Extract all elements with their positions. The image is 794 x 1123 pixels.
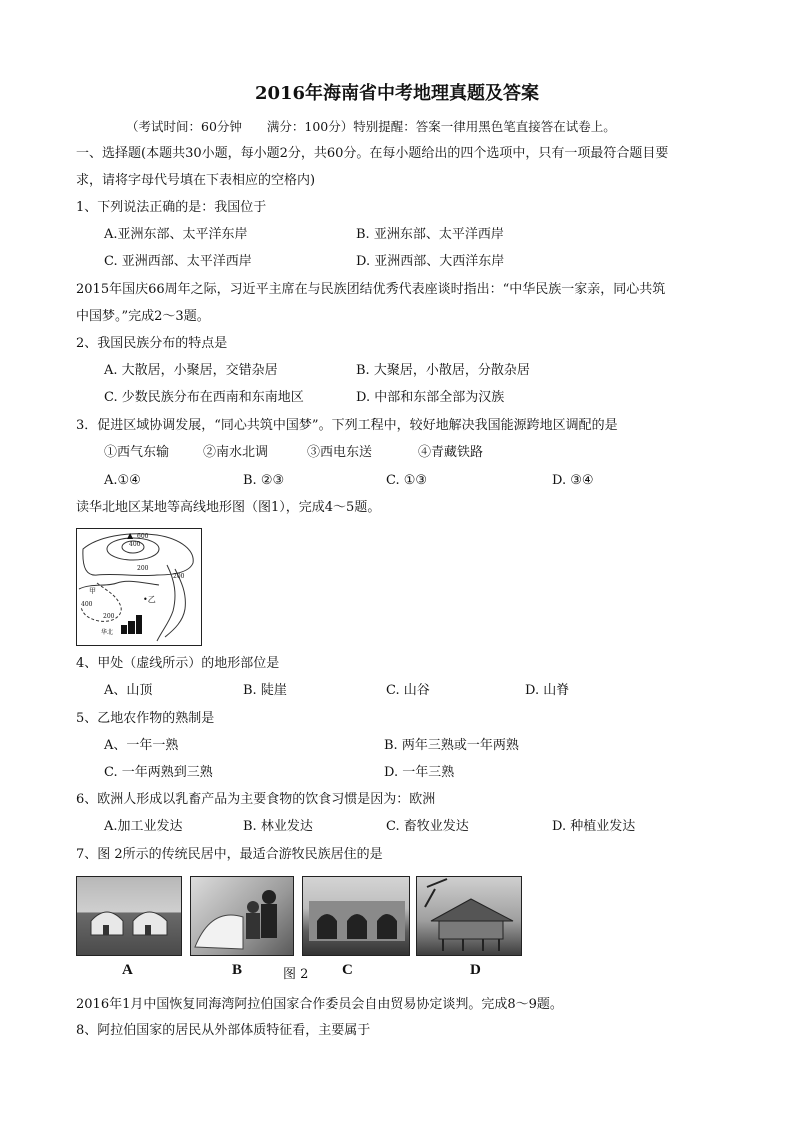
photo-label-d: D	[470, 962, 481, 978]
intro-2-3-line2: 中国梦。”完成2～3题。	[76, 309, 210, 324]
q3-option-c: C. ①③	[386, 473, 428, 488]
map-label-huabei: 华北	[101, 629, 114, 636]
q2-option-c: C. 少数民族分布在西南和东南地区	[104, 390, 304, 405]
photo-label-b: B	[232, 962, 243, 978]
q2-option-b: B. 大聚居，小散居，分散杂居	[356, 363, 530, 378]
q6-option-b: B. 林业发达	[243, 819, 313, 834]
photo-label-a: A	[122, 962, 133, 978]
q3-item-2: ②南水北调	[203, 445, 269, 460]
q4-option-c: C. 山谷	[386, 683, 430, 698]
intro-4-5: 读华北地区某地等高线地形图（图1），完成4～5题。	[76, 500, 381, 515]
photo-label-c: C	[342, 962, 353, 978]
igloo-people-icon	[191, 877, 294, 956]
q1-option-a: A.亚洲东部、太平洋东岸	[104, 227, 248, 242]
q3-option-b: B. ②③	[243, 473, 285, 488]
q1-option-c: C. 亚洲西部、太平洋西岸	[104, 254, 252, 269]
q1-option-d: D. 亚洲西部、大西洋东岸	[356, 254, 505, 269]
q6-option-a: A.加工业发达	[104, 819, 183, 834]
q3-item-4: ④青藏铁路	[418, 445, 484, 460]
peak-icon: ▲	[127, 531, 134, 540]
q6-stem: 6、欧洲人形成以乳畜产品为主要食物的饮食习惯是因为：欧洲	[76, 792, 436, 807]
photo-b-igloo	[190, 876, 294, 956]
photo-d-stilt-house	[416, 876, 522, 956]
intro-8-9: 2016年1月中国恢复同海湾阿拉伯国家合作委员会自由贸易协定谈判。完成8～9题。	[76, 997, 563, 1012]
q3-stem: 3．促进区域协调发展，“同心共筑中国梦”。下列工程中，较好地解决我国能源跨地区调配的是	[76, 418, 618, 433]
q8-stem: 8、阿拉伯国家的居民从外部体质特征看，主要属于	[76, 1023, 371, 1038]
q3-option-d: D. ③④	[552, 473, 594, 488]
exam-info: （考试时间：60分钟 满分：100分）特别提醒：答案一律用黑色笔直接答在试卷上。	[126, 119, 616, 134]
q5-stem: 5、乙地农作物的熟制是	[76, 711, 215, 726]
q2-stem: 2、我国民族分布的特点是	[76, 336, 228, 351]
cave-dwelling-icon	[303, 877, 410, 956]
figure-2-caption: 图 2	[283, 967, 309, 982]
q3-item-3: ③西电东送	[307, 445, 373, 460]
q5-option-b: B. 两年三熟或一年两熟	[384, 738, 519, 753]
q1-stem: 1、下列说法正确的是：我国位于	[76, 200, 267, 215]
q7-stem: 7、图 2所示的传统民居中，最适合游牧民族居住的是	[76, 847, 383, 862]
location-jia: 甲	[89, 587, 96, 595]
section1-line2: 求，请将字母代号填在下表相应的空格内)	[76, 173, 316, 188]
contour-label-200-east: 200	[173, 573, 185, 580]
contour-label-200: 200	[137, 565, 149, 572]
photo-c-cave-dwelling	[302, 876, 410, 956]
contour-label-200-south: 200	[103, 613, 115, 620]
q2-option-a: A. 大散居，小聚居，交错杂居	[104, 363, 278, 378]
figure-1-contour-map	[76, 528, 202, 646]
section1-line1: 一、选择题(本题共30小题，每小题2分，共60分。在每小题给出的四个选项中，只有一项最符合题目要	[76, 146, 669, 161]
q4-option-a: A、山顶	[104, 683, 153, 698]
q1-option-b: B. 亚洲东部、太平洋西岸	[356, 227, 504, 242]
contour-label-400: 400	[129, 541, 141, 548]
q5-option-a: A、一年一熟	[104, 738, 179, 753]
photo-a-yurts	[76, 876, 182, 956]
location-yi: •乙	[143, 595, 156, 604]
q4-option-b: B. 陡崖	[243, 683, 287, 698]
q6-option-d: D. 种植业发达	[552, 819, 636, 834]
q4-option-d: D. 山脊	[525, 683, 570, 698]
contour-label-400-west: 400	[81, 601, 93, 608]
q3-option-a: A.①④	[104, 473, 141, 488]
yurts-icon	[77, 877, 182, 956]
q4-stem: 4、甲处（虚线所示）的地形部位是	[76, 656, 280, 671]
q6-option-c: C. 畜牧业发达	[386, 819, 469, 834]
q3-item-1: ①西气东输	[104, 445, 170, 460]
stilt-house-icon	[417, 877, 522, 956]
q5-option-c: C. 一年两熟到三熟	[104, 765, 213, 780]
contour-label-600: 600	[137, 533, 149, 540]
page-title: 2016年海南省中考地理真题及答案	[254, 83, 540, 104]
q5-option-d: D. 一年三熟	[384, 765, 455, 780]
q2-option-d: D. 中部和东部全部为汉族	[356, 390, 505, 405]
intro-2-3-line1: 2015年国庆66周年之际，习近平主席在与民族团结优秀代表座谈时指出：“中华民族一家亲，同心共筑	[76, 282, 666, 297]
